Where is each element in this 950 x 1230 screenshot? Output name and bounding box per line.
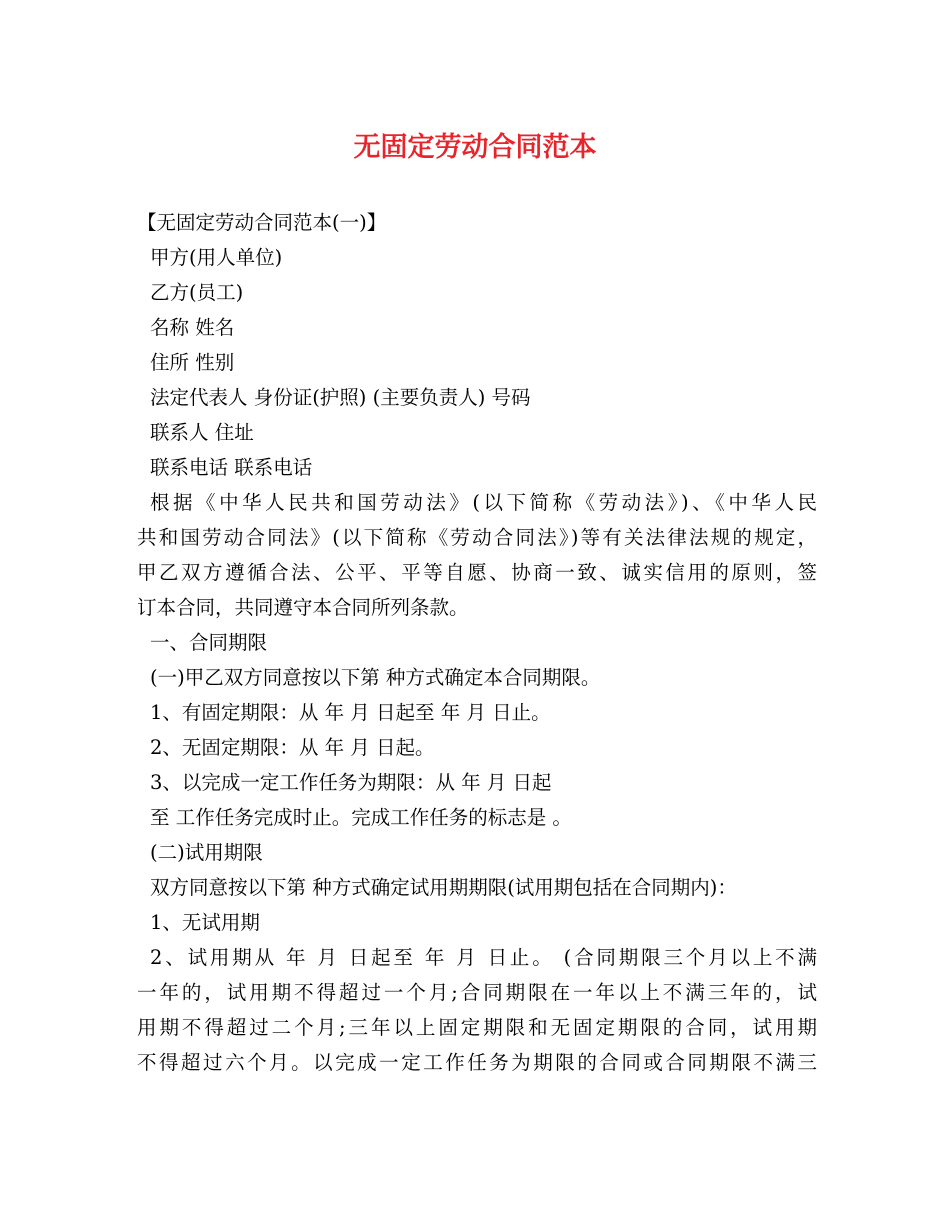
field-phone: 联系电话 联系电话 <box>150 456 313 479</box>
paragraph-line: 共和国劳动合同法》(以下简称《劳动合同法》)等有关法律法规的规定， <box>137 526 817 549</box>
clause-heading: 一、合同期限 <box>150 631 268 654</box>
clause-line: 2、无固定期限：从 年 月 日起。 <box>150 736 435 759</box>
party-b-label: 乙方(员工) <box>150 281 244 304</box>
document-title: 无固定劳动合同范本 <box>353 132 597 163</box>
paragraph-line: 订本合同，共同遵守本合同所列条款。 <box>137 596 469 619</box>
paragraph-line: 一年的，试用期不得超过一个月;合同期限在一年以上不满三年的，试 <box>137 981 817 1004</box>
paragraph-line: 不得超过六个月。以完成一定工作任务为期限的合同或合同期限不满三 <box>137 1051 817 1074</box>
paragraph-line: 用期不得超过二个月;三年以上固定期限和无固定期限的合同，试用期 <box>137 1016 817 1039</box>
party-a-label: 甲方(用人单位) <box>150 246 283 269</box>
field-contact-person: 联系人 住址 <box>150 421 254 444</box>
paragraph-line: 2、试用期从 年 月 日起至 年 月 日止。 (合同期限三个月以上不满 <box>150 946 817 969</box>
clause-line: 至 工作任务完成时止。完成工作任务的标志是 。 <box>150 806 572 829</box>
section-heading: 【无固定劳动合同范本(一)】 <box>137 211 387 234</box>
clause-line: 3、以完成一定工作任务为期限：从 年 月 日起 <box>150 771 552 794</box>
paragraph-line: 根据《中华人民共和国劳动法》(以下简称《劳动法》)、《中华人民 <box>150 491 817 514</box>
field-legal-representative: 法定代表人 身份证(护照) (主要负责人) 号码 <box>150 386 531 409</box>
clause-line: 1、无试用期 <box>150 911 260 934</box>
document-body <box>137 205 817 1080</box>
clause-line: 双方同意按以下第 种方式确定试用期期限(试用期包括在合同期内)： <box>150 876 737 899</box>
field-address: 住所 性别 <box>150 351 235 374</box>
clause-heading: (二)试用期限 <box>150 841 263 864</box>
clause-line: (一)甲乙双方同意按以下第 种方式确定本合同期限。 <box>150 666 601 689</box>
paragraph-line: 甲乙双方遵循合法、公平、平等自愿、协商一致、诚实信用的原则，签 <box>137 561 817 584</box>
clause-line: 1、有固定期限：从 年 月 日起至 年 月 日止。 <box>150 701 551 724</box>
field-name: 名称 姓名 <box>150 316 235 339</box>
